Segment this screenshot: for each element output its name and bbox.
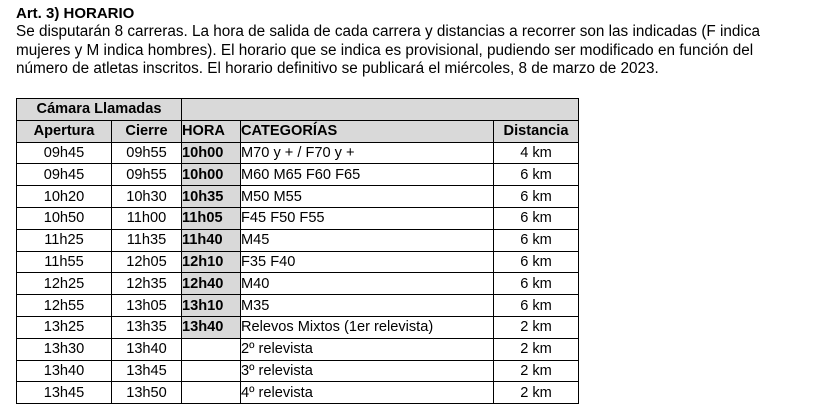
hora-header: HORA — [182, 120, 241, 142]
apertura-cell: 11h25 — [17, 229, 112, 251]
apertura-cell: 09h45 — [17, 164, 112, 186]
apertura-cell: 13h30 — [17, 338, 112, 360]
hora-cell — [182, 338, 241, 360]
apertura-cell: 10h50 — [17, 207, 112, 229]
column-header-row — [17, 120, 579, 142]
cierre-cell: 10h30 — [112, 186, 182, 208]
hora-cell — [182, 382, 241, 404]
categoria-cell: M45 — [241, 229, 494, 251]
cierre-cell: 13h40 — [112, 338, 182, 360]
hora-cell: 11h05 — [182, 207, 241, 229]
hora-cell: 12h10 — [182, 251, 241, 273]
paragraph-line: Se disputarán 8 carreras. La hora de salida de cada carrera y distancias a recorrer son las indicadas (F indica — [16, 23, 760, 40]
hora-cell: 10h00 — [182, 142, 241, 164]
table-row — [17, 295, 579, 317]
distancia-cell: 6 km — [494, 229, 579, 251]
categoria-cell: M40 — [241, 273, 494, 295]
cierre-cell: 13h05 — [112, 295, 182, 317]
apertura-cell: 10h20 — [17, 186, 112, 208]
distancia-cell: 2 km — [494, 360, 579, 382]
table-row — [17, 382, 579, 404]
apertura-cell: 13h40 — [17, 360, 112, 382]
hora-cell — [182, 360, 241, 382]
distancia-cell: 4 km — [494, 142, 579, 164]
cierre-cell: 13h35 — [112, 316, 182, 338]
camara-llamadas-header: Cámara Llamadas — [17, 99, 182, 121]
distancia-cell: 6 km — [494, 207, 579, 229]
cierre-cell: 12h05 — [112, 251, 182, 273]
apertura-header: Apertura — [17, 120, 112, 142]
apertura-cell: 13h45 — [17, 382, 112, 404]
distancia-cell: 2 km — [494, 338, 579, 360]
table-row — [17, 360, 579, 382]
table-row — [17, 207, 579, 229]
distancia-cell: 6 km — [494, 295, 579, 317]
hora-cell: 13h10 — [182, 295, 241, 317]
table-row — [17, 164, 579, 186]
intro-paragraph — [16, 23, 829, 79]
hora-cell: 11h40 — [182, 229, 241, 251]
apertura-cell: 12h55 — [17, 295, 112, 317]
table-row — [17, 273, 579, 295]
section-heading: Art. 3) HORARIO — [16, 5, 135, 22]
cierre-cell: 12h35 — [112, 273, 182, 295]
table-row — [17, 186, 579, 208]
categoria-cell: M70 y + / F70 y + — [241, 142, 494, 164]
categoria-cell: Relevos Mixtos (1er relevista) — [241, 316, 494, 338]
schedule-body — [17, 142, 579, 404]
distancia-cell: 6 km — [494, 164, 579, 186]
empty-header-space — [182, 99, 579, 121]
distancia-cell: 2 km — [494, 382, 579, 404]
table-row — [17, 142, 579, 164]
cierre-header: Cierre — [112, 120, 182, 142]
categoria-cell: F35 F40 — [241, 251, 494, 273]
cierre-cell: 09h55 — [112, 142, 182, 164]
categoria-cell: M50 M55 — [241, 186, 494, 208]
distancia-cell: 2 km — [494, 316, 579, 338]
table-row — [17, 338, 579, 360]
table-row — [17, 251, 579, 273]
apertura-cell: 12h25 — [17, 273, 112, 295]
categoria-cell: 2º relevista — [241, 338, 494, 360]
cierre-cell: 09h55 — [112, 164, 182, 186]
apertura-cell: 13h25 — [17, 316, 112, 338]
group-header-row — [17, 99, 579, 121]
categoria-cell: M60 M65 F60 F65 — [241, 164, 494, 186]
categorias-header: CATEGORÍAS — [241, 120, 494, 142]
categoria-cell: 4º relevista — [241, 382, 494, 404]
apertura-cell: 11h55 — [17, 251, 112, 273]
hora-cell: 10h00 — [182, 164, 241, 186]
categoria-cell: 3º relevista — [241, 360, 494, 382]
paragraph-line: mujeres y M indica hombres). El horario que se indica es provisional, pudiendo ser modificado en función del — [16, 41, 754, 59]
distancia-cell: 6 km — [494, 273, 579, 295]
schedule-table — [16, 98, 579, 404]
table-row — [17, 229, 579, 251]
hora-cell: 12h40 — [182, 273, 241, 295]
cierre-cell: 13h50 — [112, 382, 182, 404]
cierre-cell: 11h35 — [112, 229, 182, 251]
table-row — [17, 316, 579, 338]
apertura-cell: 09h45 — [17, 142, 112, 164]
distancia-cell: 6 km — [494, 186, 579, 208]
paragraph-line: número de atletas inscritos. El horario definitivo se publicará el miércoles, 8 de marzo de 2023. — [16, 60, 659, 77]
cierre-cell: 11h00 — [112, 207, 182, 229]
hora-cell: 10h35 — [182, 186, 241, 208]
distancia-cell: 6 km — [494, 251, 579, 273]
categoria-cell: M35 — [241, 295, 494, 317]
categoria-cell: F45 F50 F55 — [241, 207, 494, 229]
distancia-header: Distancia — [494, 120, 579, 142]
hora-cell: 13h40 — [182, 316, 241, 338]
cierre-cell: 13h45 — [112, 360, 182, 382]
